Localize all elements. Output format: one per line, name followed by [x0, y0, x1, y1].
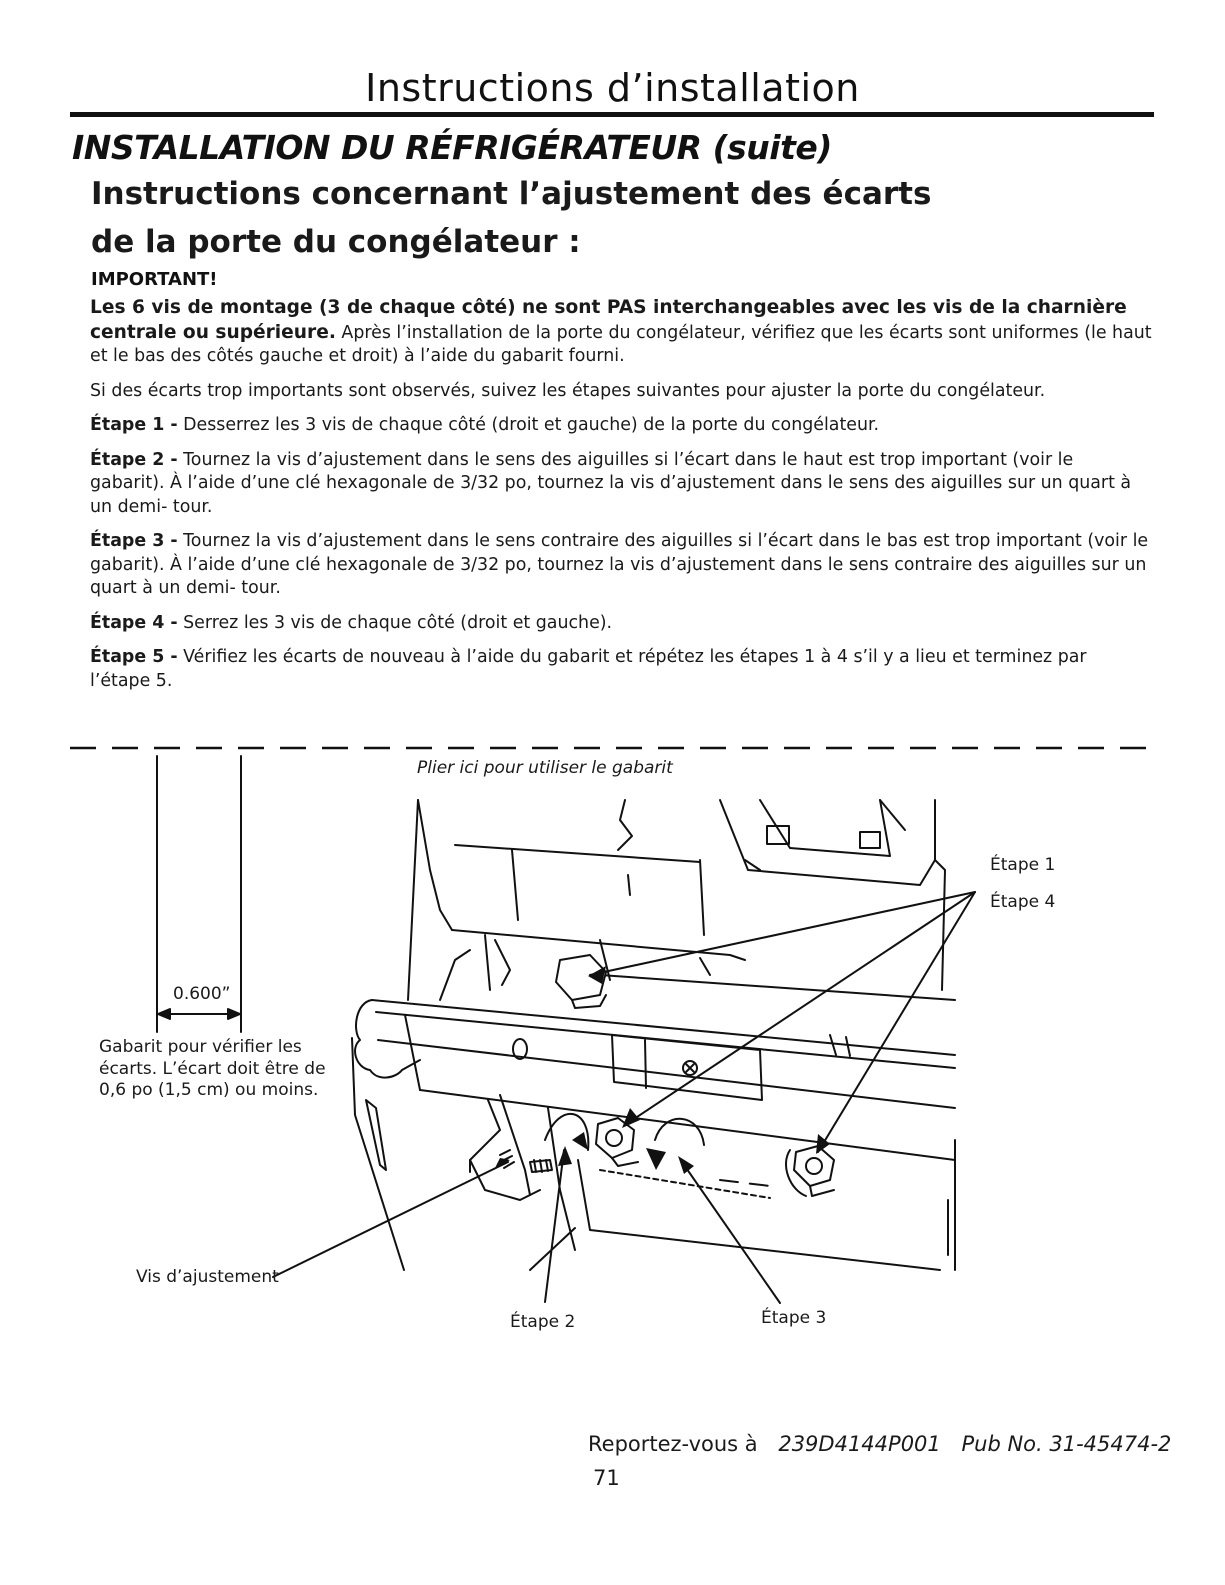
step-2-label: Étape 2 -: [90, 449, 178, 470]
step-4: [90, 612, 1152, 636]
footer-reference: [588, 1432, 1171, 1456]
important-paragraph: [90, 296, 1152, 369]
header-rule: [70, 112, 1154, 117]
step-1-text: Desserrez les 3 vis de chaque côté (droit et gauche) de la porte du congélateur.: [177, 415, 880, 435]
intro-paragraph: Si des écarts trop importants sont observés, suivez les étapes suivantes pour ajuster la porte du congélateur.: [90, 380, 1046, 401]
label-etape-3: Étape 3: [761, 1308, 827, 1328]
label-etape-1: Étape 1: [990, 855, 1056, 875]
subsection-title-line1: Instructions concernant l’ajustement des écarts: [91, 176, 932, 212]
important-text: Après l’installation de la porte du congélateur, vérifiez que les écarts sont uniformes (le haut et le bas des côtés gauche et droit) à l’aide du gabarit fourni.: [90, 322, 1152, 366]
step-5-label: Étape 5 -: [90, 647, 178, 667]
label-etape-4: Étape 4: [990, 892, 1056, 912]
step-3-label: Étape 3 -: [90, 531, 178, 551]
step-4-label: Étape 4 -: [90, 612, 178, 633]
gauge-caption: Gabarit pour vérifier les écarts. L’écart doit être de 0,6 po (1,5 cm) ou moins.: [99, 1037, 326, 1100]
important-lead: Les 6 vis de montage (3 de chaque côté) ne sont PAS interchangeables avec les vis de la charnière centrale ou supérieure.: [90, 297, 1127, 343]
section-title: INSTALLATION DU RÉFRIGÉRATEUR (suite): [72, 128, 832, 167]
step-2-text: Tournez la vis d’ajustement dans le sens des aiguilles si l’écart dans le haut est trop important (voir le gabarit). À l’aide d’une clé hexagonale de 3/32 po, tournez la vis d’ajustement dans le sens des aiguilles sur un quart à un demi- tour.: [90, 449, 1132, 517]
subsection-title-line2: de la porte du congélateur :: [91, 224, 581, 260]
gauge-dimension: 0.600”: [173, 984, 231, 1004]
important-label: IMPORTANT!: [91, 269, 218, 290]
label-adjustment-screw: Vis d’ajustement: [136, 1267, 279, 1287]
step-5-text: Vérifiez les écarts de nouveau à l’aide du gabarit et répétez les étapes 1 à 4 s’il y a lieu et terminez par l’étape 5.: [90, 647, 1087, 691]
step-5: [90, 646, 1152, 693]
fold-note: Plier ici pour utiliser le gabarit: [417, 758, 673, 778]
step-1-label: Étape 1 -: [90, 415, 178, 435]
step-1: [90, 414, 1152, 438]
subsection-title: [91, 170, 931, 266]
step-3: [90, 530, 1152, 601]
step-2: [90, 449, 1152, 520]
step-4-text: Serrez les 3 vis de chaque côté (droit et gauche).: [177, 612, 613, 633]
page-number: 71: [593, 1466, 620, 1490]
label-etape-2: Étape 2: [510, 1312, 576, 1332]
instructions-body: [90, 296, 1152, 704]
step-3-text: Tournez la vis d’ajustement dans le sens contraire des aiguilles si l’écart dans le bas est trop important (voir le gabarit). À l’aide d’une clé hexagonale de 3/32 po, tournez la vis d’ajustement dans le sens contraire des aiguilles sur un quart à un demi- tour.: [90, 531, 1149, 598]
footer-reference-prefix: Reportez-vous à: [588, 1432, 758, 1456]
footer-pub-number: Pub No. 31-45474-2: [961, 1432, 1172, 1456]
footer-part-number: 239D4144P001: [778, 1432, 941, 1456]
page-header-title: Instructions d’installation: [365, 66, 860, 110]
